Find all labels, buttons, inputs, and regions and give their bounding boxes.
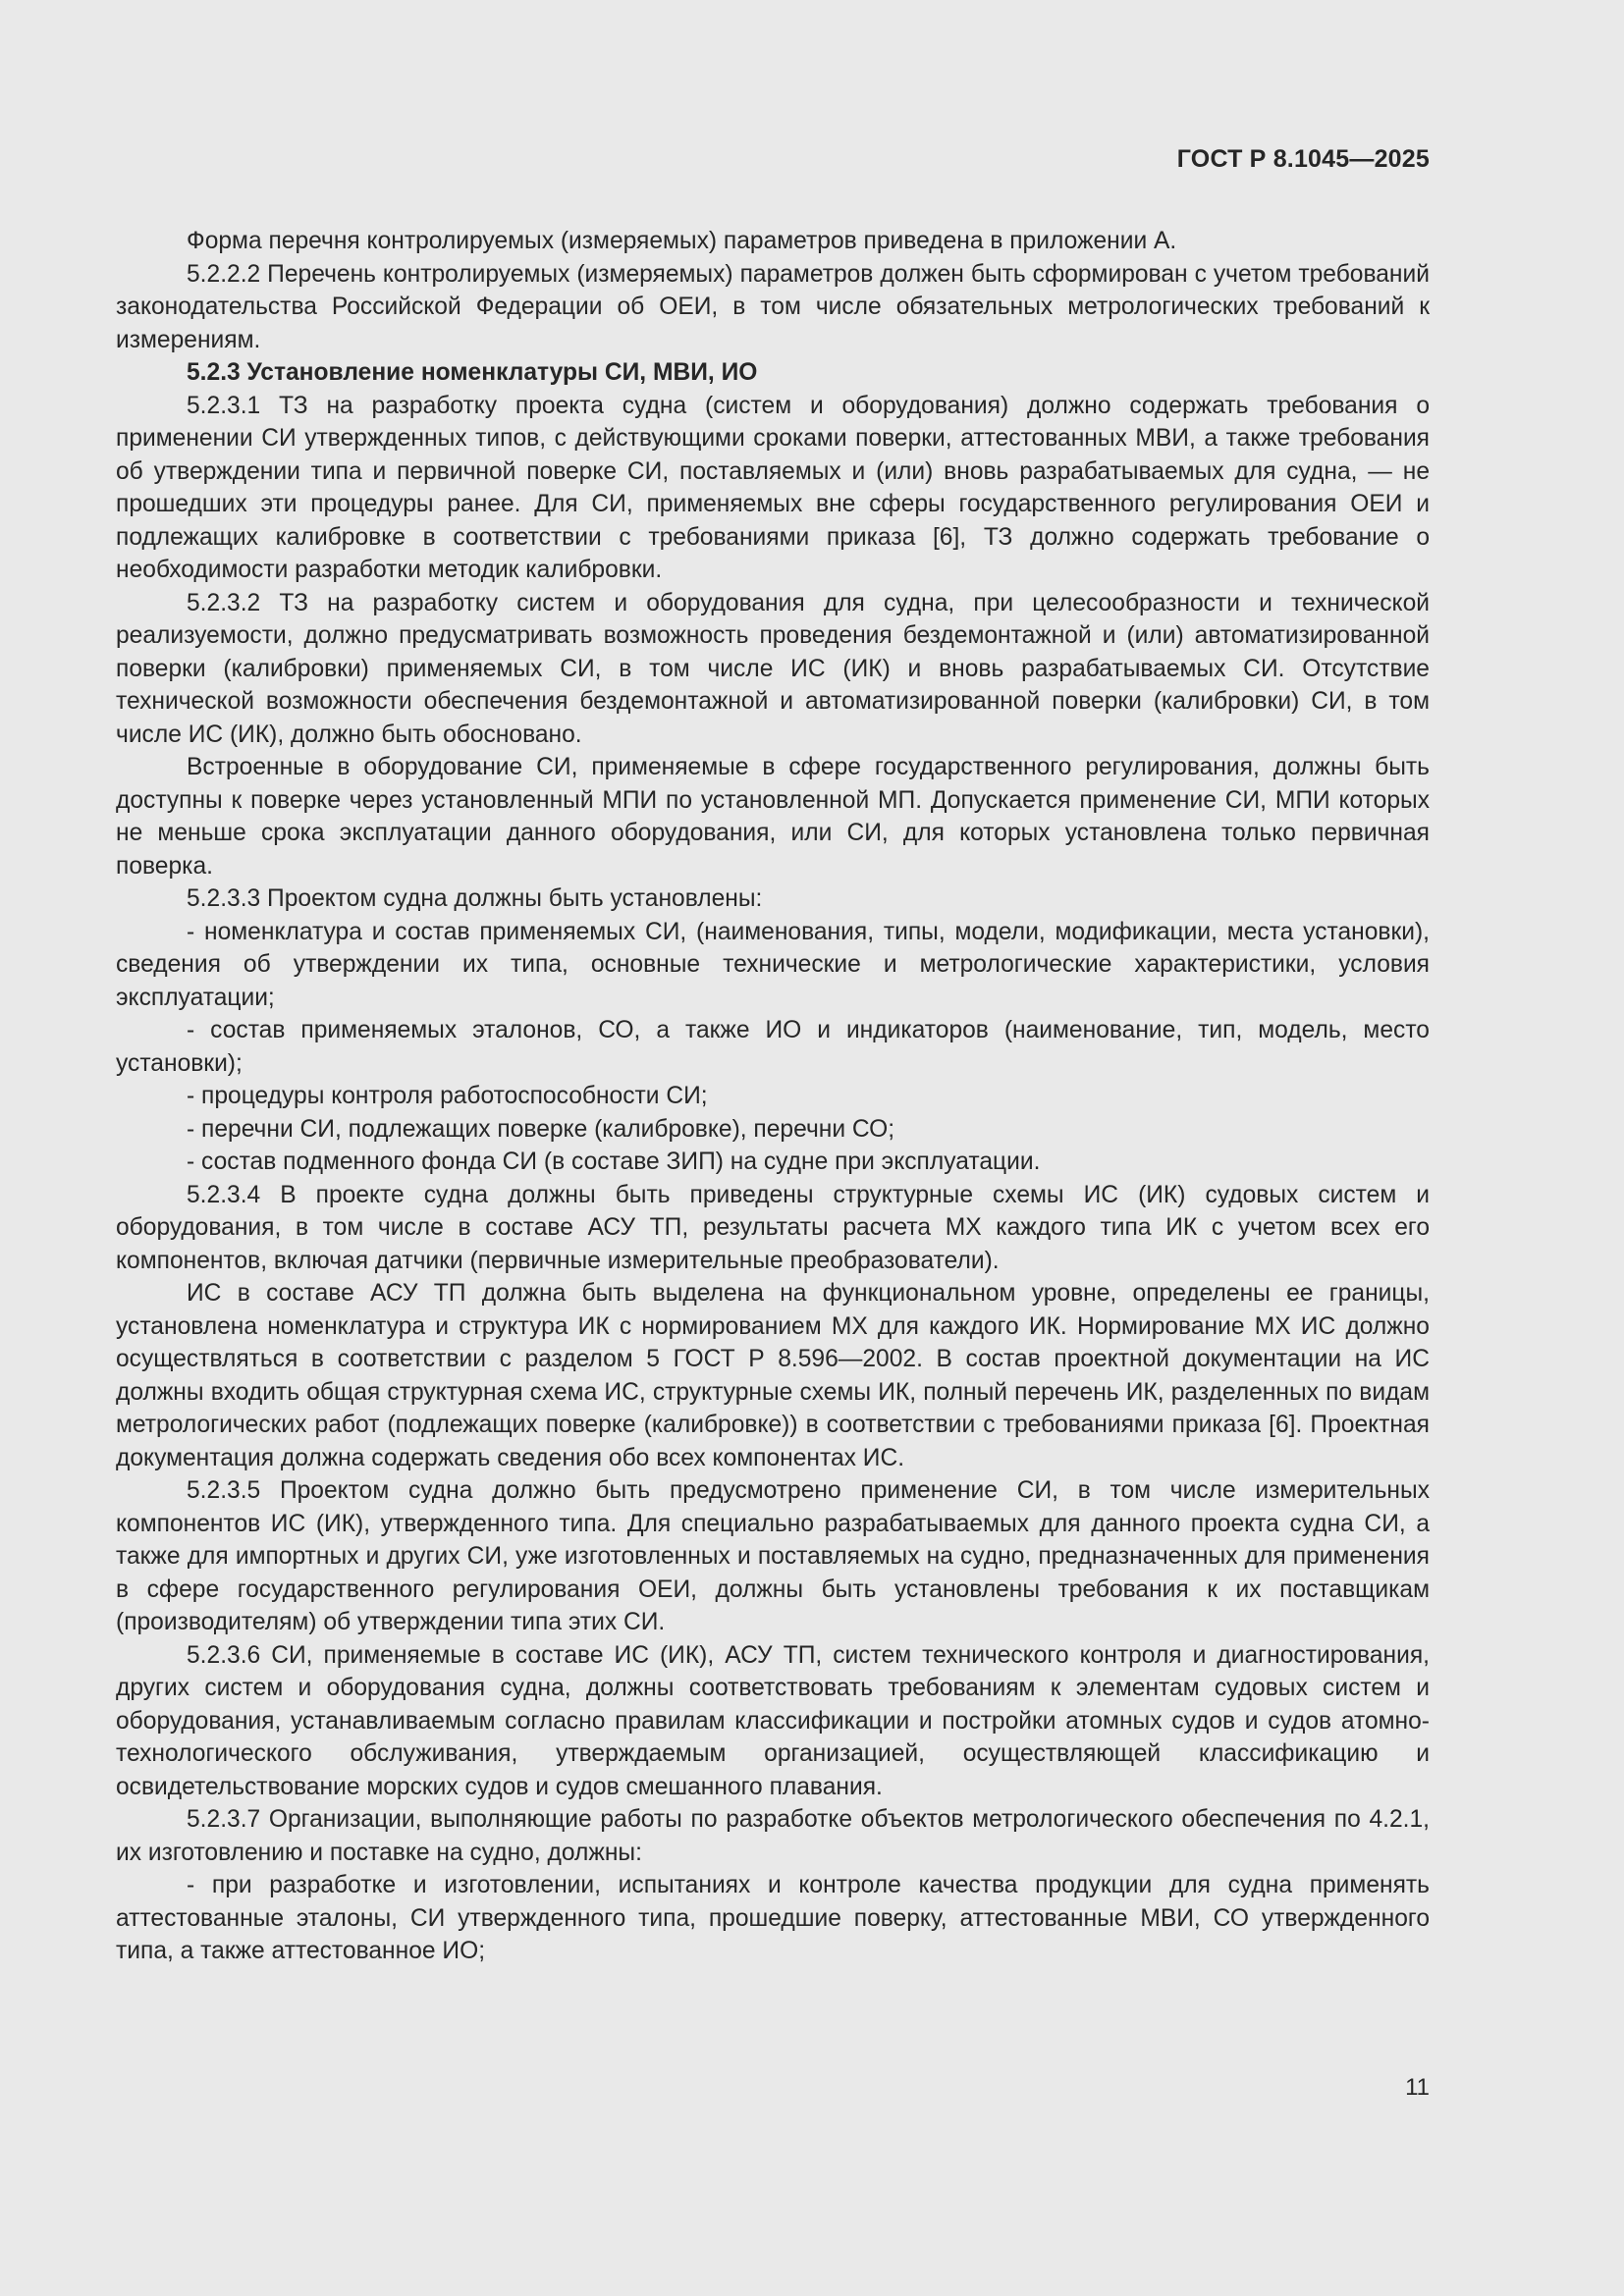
paragraph: 5.2.3.5 Проектом судна должно быть предусмотрено применение СИ, в том числе измерительных компонентов ИС (ИК), утвержденного типа. Для специально разрабатываемых для данного проекта судна СИ, а также для импортных и других СИ, уже изготовленных и поставляемых на судно, предназначенных для применения в сфере государственного регулирования ОЕИ, должны быть установлены требования к их поставщикам (производителям) об утверждении типа этих СИ. — [116, 1477, 1430, 1635]
paragraph: 5.2.3.2 ТЗ на разработку систем и оборудования для судна, при целесообразности и технической реализуемости, должно предусматривать возможность проведения бездемонтажной и (или) автоматизированной поверки (калибровки) применяемых СИ, в том числе ИС (ИК) и вновь разрабатываемых СИ. Отсутствие технической возможности обеспечения бездемонтажной и автоматизированной поверки (калибровки) СИ, в том числе ИС (ИК), должно быть обосновано. — [116, 589, 1430, 748]
list-item: - процедуры контроля работоспособности СИ; — [187, 1083, 708, 1109]
paragraph: ИС в составе АСУ ТП должна быть выделена на функциональном уровне, определены ее границы, установлена номенклатура и структура ИК с нормированием МХ для каждого ИК. Нормирование МХ ИС должно осуществляться в соответствии с разделом 5 ГОСТ Р 8.596—2002. В состав проектной документации на ИС должны входить общая структурная схема ИС, структурные схемы ИК, полный перечень ИК, разделенных по видам метрологических работ (подлежащих поверке (калибровке)) в соответствии с требованиями приказа [6]. Проектная документация должна содержать сведения обо всех компонентах ИС. — [116, 1280, 1430, 1471]
paragraph: 5.2.3.3 Проектом судна должны быть установлены: — [187, 885, 763, 912]
list-item: - состав подменного фонда СИ (в составе ЗИП) на судне при эксплуатации. — [187, 1148, 1041, 1175]
paragraph: 5.2.2.2 Перечень контролируемых (измеряемых) параметров должен быть сформирован с учетом требований законодательства Российской Федерации об ОЕИ, в том числе обязательных метрологических требований к измерениям. — [116, 260, 1430, 353]
paragraph: 5.2.3.7 Организации, выполняющие работы по разработке объектов метрологического обеспечения по 4.2.1, их изготовлению и поставке на судно, должны: — [116, 1806, 1430, 1866]
paragraph: Форма перечня контролируемых (измеряемых) параметров приведена в приложении А. — [187, 228, 1177, 254]
list-item: - состав применяемых эталонов, СО, а также ИО и индикаторов (наименование, тип, модель, место установки); — [116, 1017, 1430, 1077]
list-item: - номенклатура и состав применяемых СИ, (наименования, типы, модели, модификации, места установки), сведения об утверждении их типа, основные технические и метрологические характеристики, условия эксплуатации; — [116, 918, 1430, 1011]
section-heading: 5.2.3 Установление номенклатуры СИ, МВИ, ИО — [187, 359, 758, 386]
paragraph: 5.2.3.6 СИ, применяемые в составе ИС (ИК), АСУ ТП, систем технического контроля и диагностирования, других систем и оборудования судна, должны соответствовать требованиям к элементам судовых систем и оборудования, устанавливаемым согласно правилам классификации и постройки атомных судов и судов атомно-технологического обслуживания, утверждаемым организацией, осуществляющей классификацию и освидетельствование морских судов и судов смешанного плавания. — [116, 1641, 1430, 1800]
paragraph: 5.2.3.1 ТЗ на разработку проекта судна (систем и оборудования) должно содержать требования о применении СИ утвержденных типов, с действующими сроками поверки, аттестованных МВИ, а также требования об утверждении типа и первичной поверке СИ, поставляемых и (или) вновь разрабатываемых для судна, — не прошедших эти процедуры ранее. Для СИ, применяемых вне сферы государственного регулирования ОЕИ и подлежащих калибровке в соответствии с требованиями приказа [6], ТЗ должно содержать требование о необходимости разработки методик калибровки. — [116, 392, 1430, 583]
paragraph: 5.2.3.4 В проекте судна должны быть приведены структурные схемы ИС (ИК) судовых систем и оборудования, в том числе в составе АСУ ТП, результаты расчета МХ каждого типа ИК с учетом всех его компонентов, включая датчики (первичные измерительные преобразователи). — [116, 1181, 1430, 1274]
document-body — [116, 225, 1430, 1968]
document-code-header: ГОСТ Р 8.1045—2025 — [1176, 145, 1430, 173]
list-item: - перечни СИ, подлежащих поверке (калибровке), перечни СО; — [187, 1115, 895, 1143]
list-item: - при разработке и изготовлении, испытаниях и контроле качества продукции для судна применять аттестованные эталоны, СИ утвержденного типа, прошедшие поверку, аттестованные МВИ, СО утвержденного типа, а также аттестованное ИО; — [116, 1872, 1430, 1964]
page-number: 11 — [1405, 2074, 1430, 2101]
paragraph: Встроенные в оборудование СИ, применяемые в сфере государственного регулирования, должны быть доступны к поверке через установленный МПИ по установленной МП. Допускается применение СИ, МПИ которых не меньше срока эксплуатации данного оборудования, или СИ, для которых установлена только первичная поверка. — [116, 754, 1430, 880]
